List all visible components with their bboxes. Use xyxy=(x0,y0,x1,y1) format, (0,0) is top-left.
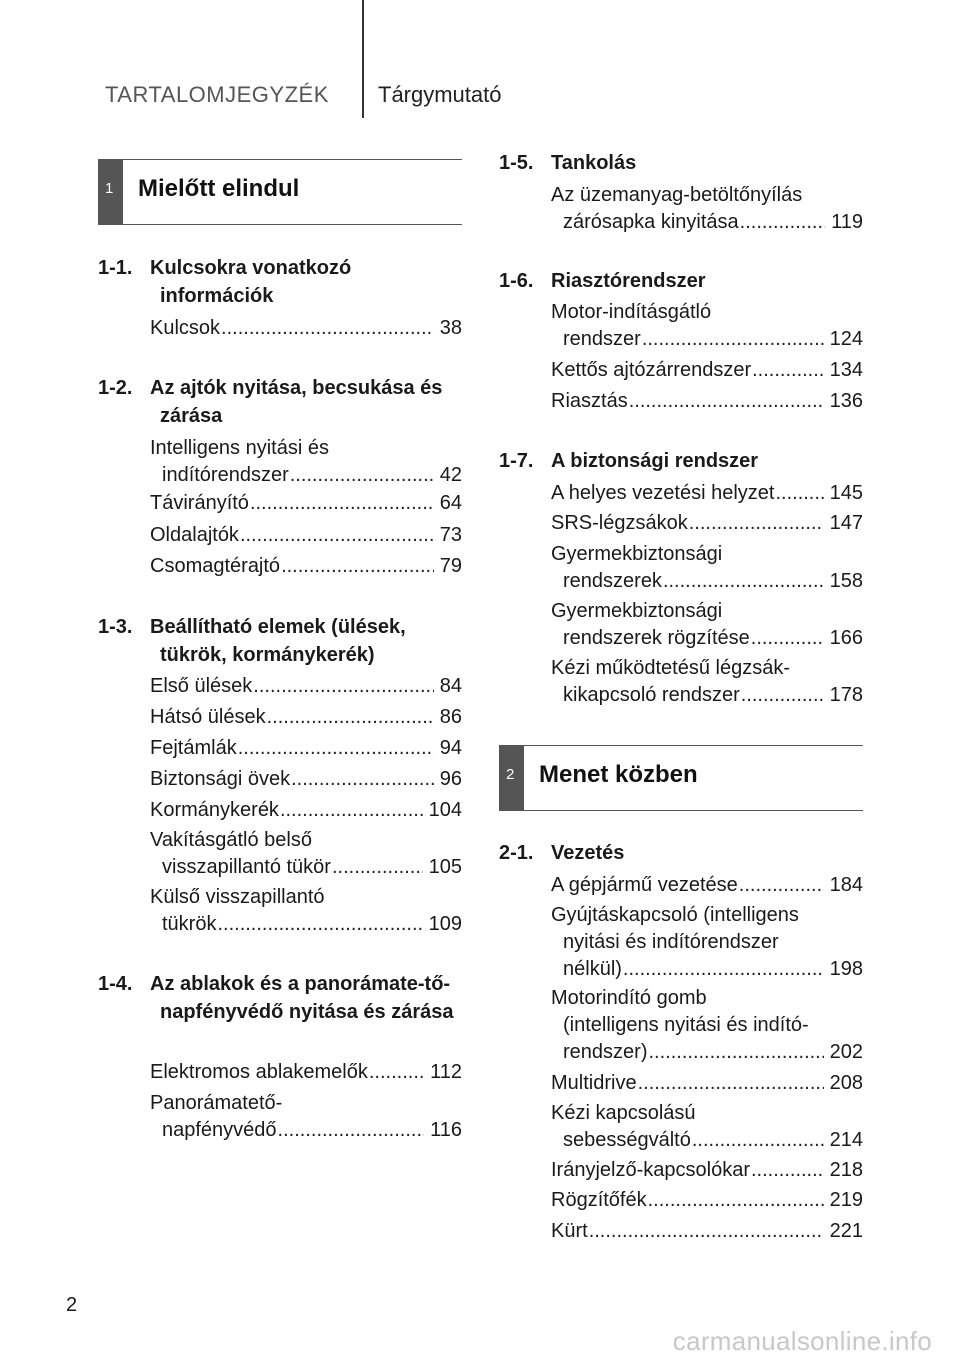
toc-entry[interactable]: Gyermekbiztonsági rendszerek rögzítése ..... 166 xyxy=(551,598,863,652)
toc-entry[interactable]: Intelligens nyitási és indítórendszer ..... 42 xyxy=(150,435,462,489)
toc-entry[interactable]: Kürt ..... 221 xyxy=(551,1218,863,1245)
toc-entry[interactable]: Vakításgátló belső visszapillantó tükör ..... 105 xyxy=(150,827,462,881)
chapter-banner-2[interactable] xyxy=(499,745,863,811)
header-right-title[interactable]: Tárgymutató xyxy=(378,82,502,107)
watermark: carmanualsonline.info xyxy=(672,1326,932,1356)
header-left-title: TARTALOMJEGYZÉK xyxy=(105,82,329,107)
section-heading: 1-2. Az ajtók nyitása, becsukása és zárása xyxy=(98,377,443,427)
toc-entry[interactable]: Kézi kapcsolású sebességváltó ..... 214 xyxy=(551,1100,863,1154)
section-heading: 1-5. Tankolás xyxy=(499,152,637,174)
chapter-tab: 1 xyxy=(98,160,123,224)
section-heading: 1-4. Az ablakok és a panorámate-tő-napfényvédő nyitása és zárása xyxy=(98,973,454,1023)
toc-entry[interactable]: Rögzítőfék ..... 219 xyxy=(551,1187,863,1214)
toc-entry[interactable]: Irányjelző-kapcsolókar ..... 218 xyxy=(551,1157,863,1184)
toc-entry[interactable]: Gyújtáskapcsoló (intelligens nyitási és indítórendszer nélkül) ..... 198 xyxy=(551,902,863,983)
toc-entry[interactable]: Biztonsági övek ..... 96 xyxy=(150,766,462,793)
toc-entry[interactable]: Első ülések ..... 84 xyxy=(150,673,462,700)
toc-entry[interactable]: Kulcsok ..... 38 xyxy=(150,315,462,342)
toc-entry[interactable]: Az üzemanyag-betöltőnyílás zárósapka kinyitása ..... 119 xyxy=(551,182,863,236)
chapter-title: Mielőtt elindul xyxy=(138,175,300,202)
section-heading: 1-1. Kulcsokra vonatkozó információk xyxy=(98,257,352,307)
chapter-title: Menet közben xyxy=(539,761,698,788)
toc-entry[interactable]: Kormánykerék ..... 104 xyxy=(150,797,462,824)
page-number: 2 xyxy=(66,1294,78,1316)
toc-entry[interactable]: Multidrive ..... 208 xyxy=(551,1070,863,1097)
toc-entry[interactable]: Gyermekbiztonsági rendszerek ..... 158 xyxy=(551,541,863,595)
toc-entry[interactable]: Hátsó ülések ..... 86 xyxy=(150,704,462,731)
toc-entry[interactable]: Panorámatető- napfényvédő ..... 116 xyxy=(150,1090,462,1144)
toc-entry[interactable]: SRS-légzsákok ..... 147 xyxy=(551,510,863,537)
toc-entry[interactable]: Távirányító ..... 64 xyxy=(150,490,462,517)
toc-entry[interactable]: Elektromos ablakemelők ..... 112 xyxy=(150,1059,462,1086)
toc-entry[interactable]: Motorindító gomb (intelligens nyitási és indító- rendszer) ..... 202 xyxy=(551,985,863,1066)
toc-entry[interactable]: Oldalajtók ..... 73 xyxy=(150,522,462,549)
toc-entry[interactable]: Kézi működtetésű légzsák- kikapcsoló rendszer ..... 178 xyxy=(551,655,863,709)
chapter-banner-1[interactable] xyxy=(98,159,462,225)
section-heading: 1-6. Riasztórendszer xyxy=(499,270,706,292)
toc-entry[interactable]: Kettős ajtózárrendszer ..... 134 xyxy=(551,357,863,384)
toc-entry[interactable]: A helyes vezetési helyzet ..... 145 xyxy=(551,480,863,507)
toc-entry[interactable]: A gépjármű vezetése ..... 184 xyxy=(551,872,863,899)
toc-entry[interactable]: Külső visszapillantó tükrök ..... 109 xyxy=(150,884,462,938)
section-heading: 1-7. A biztonsági rendszer xyxy=(499,450,759,472)
chapter-tab: 2 xyxy=(499,746,524,810)
toc-entry[interactable]: Csomagtérajtó ..... 79 xyxy=(150,553,462,580)
toc-entry[interactable]: Fejtámlák ..... 94 xyxy=(150,735,462,762)
section-heading: 1-3. Beállítható elemek (ülések, tükrök, kormánykerék) xyxy=(98,616,406,666)
header-divider xyxy=(362,0,364,118)
toc-entry[interactable]: Motor-indításgátló rendszer ..... 124 xyxy=(551,299,863,353)
toc-entry[interactable]: Riasztás ..... 136 xyxy=(551,388,863,415)
section-heading: 2-1. Vezetés xyxy=(499,842,625,864)
